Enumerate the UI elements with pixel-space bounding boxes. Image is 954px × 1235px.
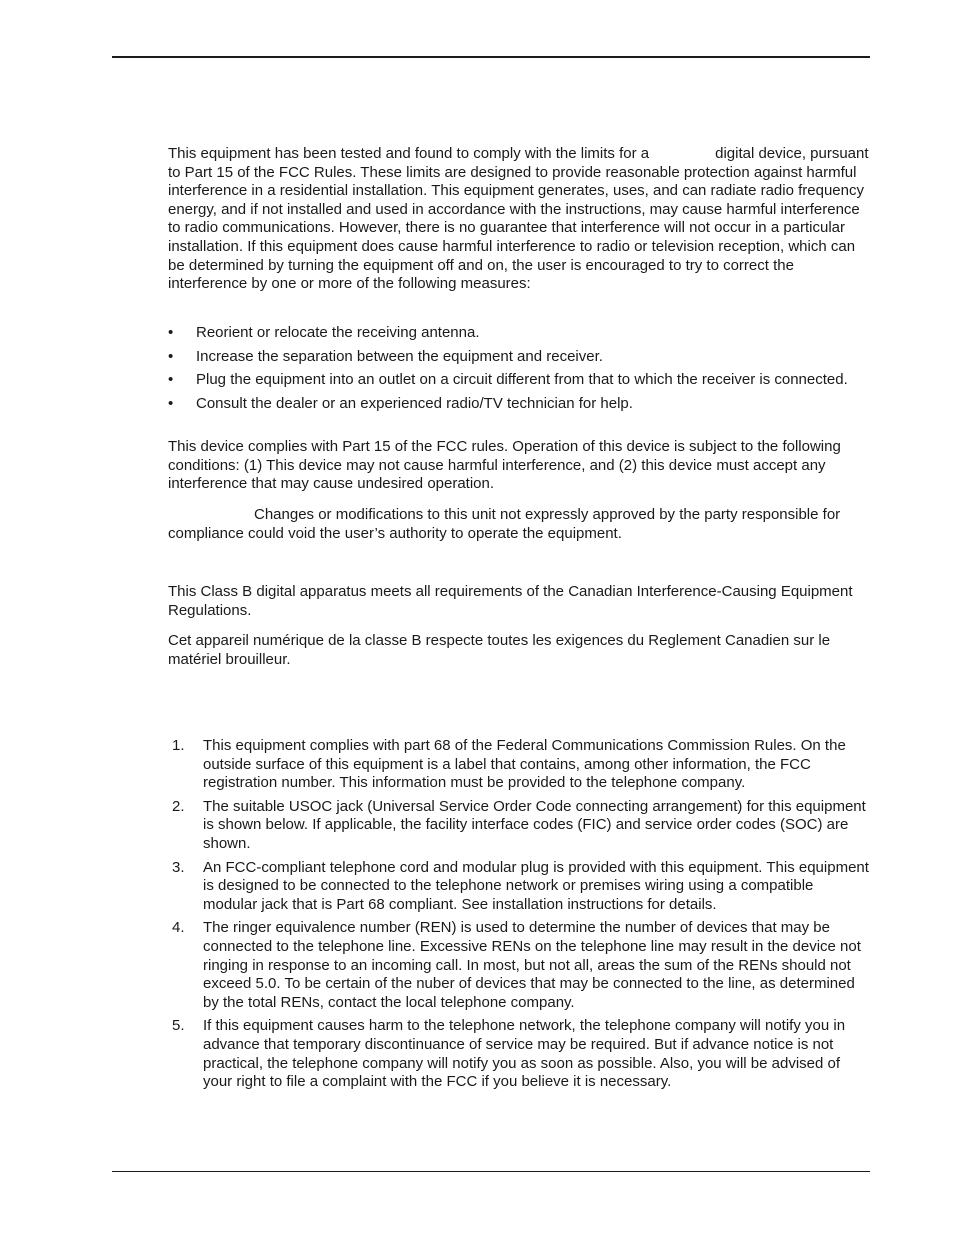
canada-statement-english: This Class B digital apparatus meets all requirements of the Canadian Interference-Causing Equipment Regulations. (168, 583, 853, 619)
fcc-compliance-paragraph (168, 145, 870, 294)
item-number: 1. (172, 737, 185, 754)
part68-requirements-list (168, 737, 870, 1097)
fcc-part15-conditions: This device complies with Part 15 of the FCC rules. Operation of this device is subject to the following conditions: (1) This device may not cause harmful interference, and (2) this device must accept any interference that may cause undesired operation. (168, 438, 841, 493)
fcc-paragraph-lead: This equipment has been tested and found to comply with the limits for a (168, 145, 650, 162)
bullet-symbol: • (168, 371, 174, 389)
list-item: • Increase the separation between the equipment and receiver. (168, 347, 603, 365)
list-item: • Plug the equipment into an outlet on a circuit different from that to which the receiver is connected. (168, 371, 848, 389)
bullet-symbol: • (168, 394, 174, 412)
header-rule (112, 56, 870, 58)
item-number: 4. (172, 919, 185, 937)
list-item: • Reorient or relocate the receiving antenna. (168, 324, 480, 341)
list-item: 1. This equipment complies with part 68 of the Federal Communications Commission Rules. On the outside surface of this equipment is a label that contains, among other information, the FCC registration number. This information must be provided to the telephone company. (172, 737, 846, 792)
canada-statement-french: Cet appareil numérique de la classe B respecte toutes les exigences du Reglement Canadien sur le matériel brouilleur. (168, 632, 831, 668)
list-item: 4. The ringer equivalence number (REN) is used to determine the number of devices that may be connected to the telephone line. Excessive RENs on the telephone line may result in the device not ringing in response to an incoming call. In most, but not all, areas the sum of the RENs should not exceed 5.0. To be certain of the nuber of devices that may be connected to the line, as determined by the total RENs, contact the local telephone company. (172, 919, 861, 1011)
list-item: 2. The suitable USOC jack (Universal Service Order Code connecting arrangement) for this equipment is shown below. If applicable, the facility interface codes (FIC) and service order codes (SOC) are shown. (172, 797, 866, 852)
footer-rule (112, 1171, 870, 1172)
list-item: 3. An FCC-compliant telephone cord and modular plug is provided with this equipment. This equipment is designed to be connected to the telephone network or premises wiring using a compatible modular jack that is Part 68 compliant. See installation instructions for details. (172, 858, 869, 913)
list-item: 5. If this equipment causes harm to the telephone network, the telephone company will notify you in advance that temporary discontinuance of service may be required. But if advance notice is not practical, the telephone company will notify you as soon as possible. Also, you will be advised of your right to file a complaint with the FCC if you believe it is necessary. (172, 1017, 846, 1091)
item-number: 2. (172, 797, 185, 815)
item-number: 3. (172, 858, 185, 876)
bullet-symbol: • (168, 347, 174, 365)
item-number: 5. (172, 1017, 185, 1035)
bullet-symbol: • (168, 324, 174, 341)
interference-measures-list (168, 324, 870, 418)
fcc-modification-warning: Changes or modifications to this unit not expressly approved by the party responsible for compliance could void the user’s authority to operate the equipment. (168, 506, 841, 542)
list-item: • Consult the dealer or an experienced radio/TV technician for help. (168, 394, 633, 412)
fcc-paragraph-body: digital device, pursuant to Part 15 of the FCC Rules. These limits are designed to provide reasonable protection against harmful interference in a residential installation. This equipment generates, uses, and can radiate radio frequency energy, and if not installed and used in accordance with the instructions, may cause harmful interference to radio communications. However, there is no guarantee that interference will not occur in a particular installation. If this equipment does cause harmful interference to radio or television reception, which can be determined by turning the equipment off and on, the user is encouraged to try to correct the interference by one or more of the following measures: (168, 145, 869, 293)
